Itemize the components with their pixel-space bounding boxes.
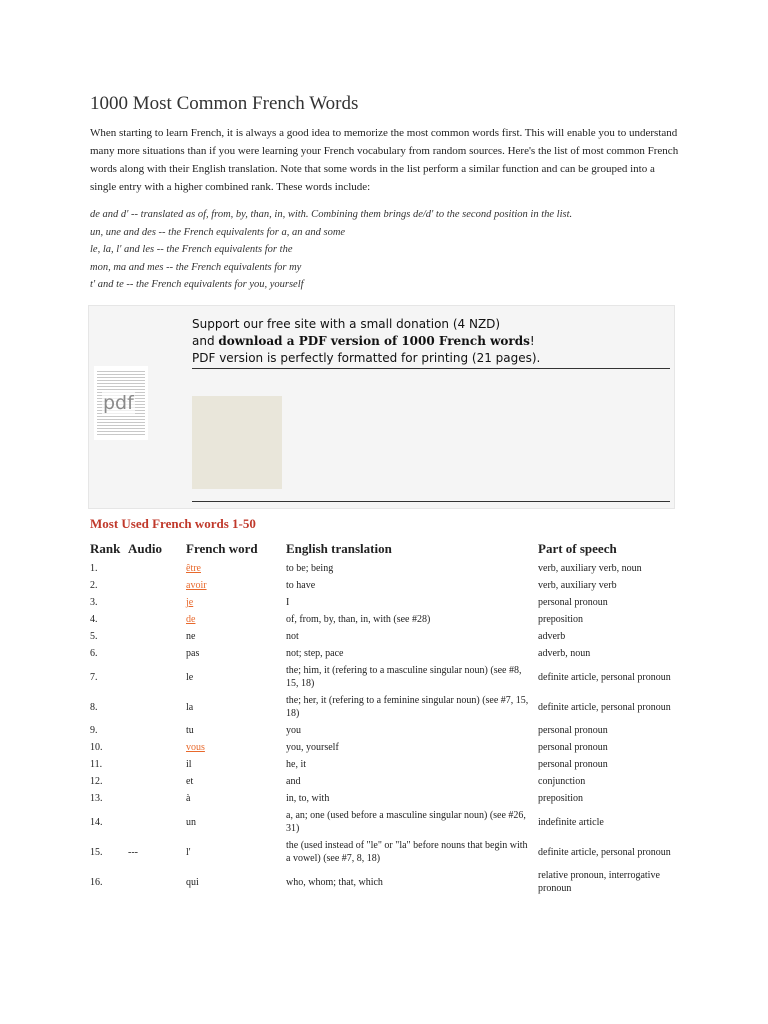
french-word-cell: ne — [186, 631, 196, 642]
intro-paragraph: When starting to learn French, it is always a good idea to memorize the most common words first. This will enable you to understand many more situations than if you were learning your French vocabulary from random sources. Here's the list of most common French words along with their English translation. Note that some words in the list perform a similar function and can be grouped into a single entry with a higher combined rank. These words include: — [90, 127, 679, 193]
table-row — [88, 790, 688, 807]
rank-cell: 3. — [90, 597, 98, 608]
table-row — [88, 739, 688, 756]
english-translation-cell: of, from, by, than, in, with (see #28) — [286, 614, 431, 625]
english-translation-cell: to be; being — [286, 563, 334, 574]
english-translation-cell: the; her, it (refering to a feminine singular noun) (see #7, 15, 18) — [286, 695, 529, 719]
audio-cell — [126, 560, 184, 577]
part-of-speech-cell: personal pronoun — [538, 725, 608, 736]
promo-line-2-suffix: ! — [529, 334, 535, 348]
header-audio: Audio — [128, 541, 162, 556]
french-word-cell — [184, 611, 284, 628]
rank-cell: 14. — [90, 816, 103, 828]
english-translation-cell: the; him, it (refering to a masculine singular noun) (see #8, 15, 18) — [286, 665, 522, 689]
promo-line-3: PDF version is perfectly formatted for printing (21 pages). — [192, 350, 670, 369]
table-row — [88, 837, 688, 867]
audio-cell — [126, 807, 184, 837]
rank-cell: 10. — [90, 742, 103, 753]
rank-cell: 9. — [90, 725, 98, 736]
download-pdf-link[interactable]: download a PDF version of 1000 French words — [218, 334, 530, 348]
table-row — [88, 645, 688, 662]
note-item: le, la, l' and les -- the French equivalents for the — [90, 244, 293, 256]
table-row — [88, 594, 688, 611]
page-title: 1000 Most Common French Words — [90, 93, 359, 114]
rank-cell: 4. — [90, 614, 98, 625]
french-word-cell: pas — [186, 648, 200, 659]
part-of-speech-cell: definite article, personal pronoun — [538, 701, 671, 713]
french-word-cell: et — [186, 776, 194, 787]
audio-cell — [126, 692, 184, 722]
english-translation-cell: who, whom; that, which — [286, 876, 383, 888]
part-of-speech-cell: conjunction — [538, 776, 586, 787]
table-row — [88, 773, 688, 790]
promo-line-1: Support our free site with a small donation (4 NZD) — [192, 317, 501, 331]
audio-cell — [126, 662, 184, 692]
rank-cell: 1. — [90, 563, 98, 574]
promo-divider — [192, 501, 670, 502]
table-row — [88, 867, 688, 897]
rank-cell: 15. — [90, 846, 103, 858]
audio-cell — [126, 722, 184, 739]
audio-cell — [126, 773, 184, 790]
audio-cell — [126, 739, 184, 756]
header-french-word: French word — [186, 541, 258, 556]
part-of-speech-cell: preposition — [538, 614, 583, 625]
english-translation-cell: he, it — [286, 759, 306, 770]
header-rank: Rank — [90, 541, 121, 556]
french-word-cell: tu — [186, 725, 194, 736]
english-translation-cell: a, an; one (used before a masculine singular noun) (see #26, 31) — [286, 810, 526, 834]
french-word-link[interactable]: avoir — [186, 580, 207, 591]
audio-cell — [126, 790, 184, 807]
french-word-cell: à — [186, 793, 191, 804]
part-of-speech-cell: indefinite article — [538, 816, 604, 828]
english-translation-cell: and — [286, 776, 301, 787]
french-word-cell — [184, 739, 284, 756]
french-word-cell: un — [186, 816, 196, 828]
table-row — [88, 692, 688, 722]
audio-cell — [126, 645, 184, 662]
french-words-table — [88, 538, 688, 897]
french-word-cell — [184, 560, 284, 577]
part-of-speech-cell: verb, auxiliary verb — [538, 580, 617, 591]
rank-cell: 12. — [90, 776, 103, 787]
part-of-speech-cell: adverb — [538, 631, 566, 642]
note-item: un, une and des -- the French equivalents for a, an and some — [90, 226, 346, 238]
rank-cell: 7. — [90, 671, 98, 683]
french-word-cell: il — [186, 759, 192, 770]
rank-cell: 2. — [90, 580, 98, 591]
english-translation-cell: in, to, with — [286, 793, 330, 804]
part-of-speech-cell: relative pronoun, interrogative pronoun — [538, 870, 660, 894]
french-word-cell — [184, 577, 284, 594]
part-of-speech-cell: personal pronoun — [538, 597, 608, 608]
french-word-link[interactable]: être — [186, 563, 201, 574]
french-word-link[interactable]: vous — [186, 742, 205, 753]
audio-cell — [126, 611, 184, 628]
part-of-speech-cell: definite article, personal pronoun — [538, 671, 671, 683]
part-of-speech-cell: adverb, noun — [538, 648, 591, 659]
grouped-words-notes — [90, 206, 690, 294]
english-translation-cell: the (used instead of "le" or "la" before nouns that begin with a vowel) (see #7, 8, 18) — [286, 840, 528, 864]
table-row — [88, 628, 688, 645]
promo-text — [192, 316, 670, 369]
french-word-cell: qui — [186, 876, 199, 888]
rank-cell: 6. — [90, 648, 98, 659]
donate-button-image[interactable] — [192, 396, 282, 489]
table-row — [88, 722, 688, 739]
table-header-row — [88, 538, 688, 560]
english-translation-cell: you, yourself — [286, 742, 339, 753]
table-row — [88, 807, 688, 837]
table-row — [88, 611, 688, 628]
pdf-thumbnail[interactable] — [94, 366, 148, 440]
promo-line-2 — [192, 333, 670, 350]
note-item: t' and te -- the French equivalents for you, yourself — [90, 279, 304, 291]
pdf-icon: pdf — [103, 392, 134, 414]
part-of-speech-cell: personal pronoun — [538, 742, 608, 753]
english-translation-cell: to have — [286, 580, 316, 591]
audio-cell — [126, 594, 184, 611]
french-word-link[interactable]: de — [186, 614, 196, 625]
rank-cell: 8. — [90, 701, 98, 713]
promo-line-2-prefix: and — [192, 334, 219, 348]
table-row — [88, 577, 688, 594]
audio-cell — [126, 628, 184, 645]
audio-cell — [126, 577, 184, 594]
note-item: de and d' -- translated as of, from, by, than, in, with. Combining them brings de/d' to the second position in the list. — [90, 209, 573, 220]
header-english-translation: English translation — [286, 541, 392, 556]
part-of-speech-cell: definite article, personal pronoun — [538, 846, 671, 858]
french-word-cell: l' — [186, 846, 191, 858]
rank-cell: 11. — [90, 759, 103, 770]
donation-promo-box — [88, 305, 675, 509]
french-word-cell: le — [186, 671, 194, 683]
part-of-speech-cell: verb, auxiliary verb, noun — [538, 563, 642, 574]
english-translation-cell: I — [286, 597, 290, 608]
english-translation-cell: not; step, pace — [286, 648, 344, 659]
audio-cell — [126, 756, 184, 773]
table-body — [88, 560, 688, 897]
french-word-cell — [184, 594, 284, 611]
english-translation-cell: you — [286, 725, 301, 736]
part-of-speech-cell: preposition — [538, 793, 583, 804]
table-row — [88, 560, 688, 577]
audio-cell: --- — [128, 846, 138, 858]
section-heading: Most Used French words 1-50 — [90, 516, 256, 531]
rank-cell: 13. — [90, 793, 103, 804]
rank-cell: 5. — [90, 631, 98, 642]
table-row — [88, 756, 688, 773]
rank-cell: 16. — [90, 876, 103, 888]
header-part-of-speech: Part of speech — [538, 541, 617, 556]
note-item: mon, ma and mes -- the French equivalents for my — [90, 261, 302, 273]
french-word-link[interactable]: je — [186, 597, 194, 608]
table-row — [88, 662, 688, 692]
french-word-cell: la — [186, 701, 194, 713]
part-of-speech-cell: personal pronoun — [538, 759, 608, 770]
english-translation-cell: not — [286, 631, 299, 642]
audio-cell — [126, 867, 184, 897]
